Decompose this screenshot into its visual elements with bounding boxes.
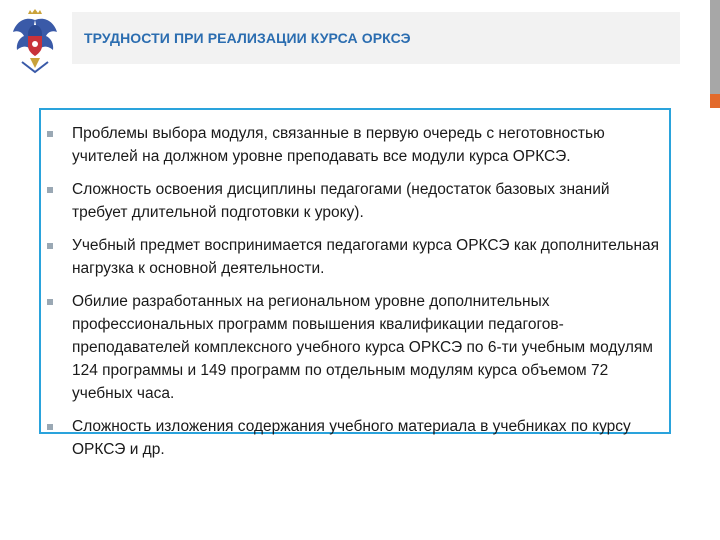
bullet-text: Сложность изложения содержания учебного материала в учебниках по курсу ОРКСЭ и др. <box>72 418 631 458</box>
bullet-item <box>44 178 664 224</box>
square-bullet-icon <box>47 187 53 193</box>
square-bullet-icon <box>47 131 53 137</box>
square-bullet-icon <box>47 299 53 305</box>
slide-title: ТРУДНОСТИ ПРИ РЕАЛИЗАЦИИ КУРСА ОРКСЭ <box>84 30 411 46</box>
bullet-text: Учебный предмет воспринимается педагогами курса ОРКСЭ как дополнительная нагрузка к основной деятельности. <box>72 237 660 277</box>
bullet-text: Сложность освоения дисциплины педагогами (недостаток базовых знаний требует длительной подготовки к уроку). <box>72 181 610 221</box>
bullet-item <box>44 122 664 168</box>
bullet-text: Обилие разработанных на региональном уровне дополнительных профессиональных программ повышения квалификации педагогов-преподавателей комплексного учебного курса ОРКСЭ по 6-ти учебным модулям 124 программы и 149 программ по отдельным модулям курса объемом 72 учебных часа. <box>72 293 653 402</box>
side-accent-gray <box>710 0 720 94</box>
square-bullet-icon <box>47 424 53 430</box>
bullet-text: Проблемы выбора модуля, связанные в первую очередь с неготовностью учителей на должном уровне преподавать все модули курса ОРКСЭ. <box>72 125 605 165</box>
bullet-item <box>44 234 664 280</box>
coat-of-arms-icon <box>10 8 60 74</box>
bullet-list <box>44 122 664 471</box>
title-bar <box>72 12 680 64</box>
bullet-item <box>44 290 664 405</box>
side-accent-orange <box>710 94 720 108</box>
bullet-item <box>44 415 664 461</box>
square-bullet-icon <box>47 243 53 249</box>
